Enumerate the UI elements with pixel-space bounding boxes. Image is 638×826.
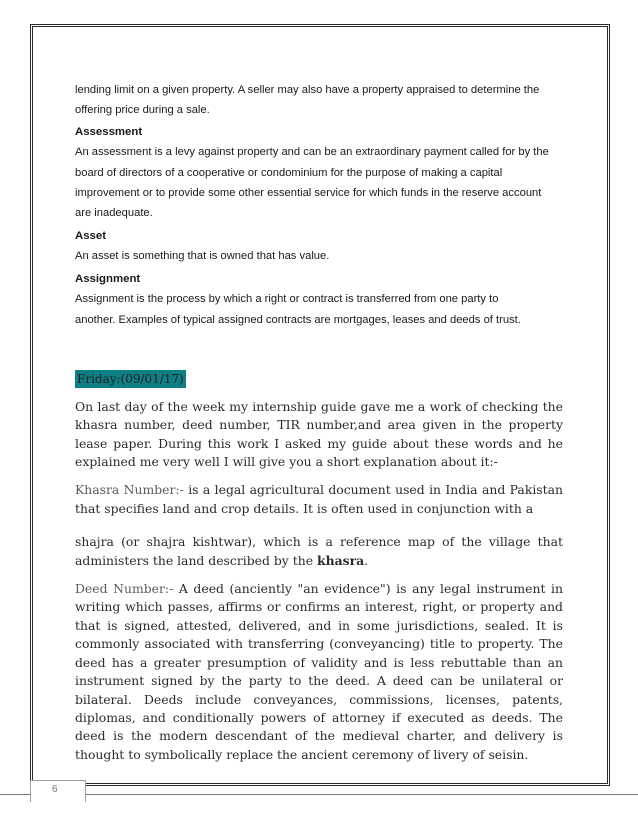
glossary-intro-line: offering price during a sale. bbox=[75, 104, 210, 117]
definition-line: Assignment is the process by which a right or contract is transferred from one party to bbox=[75, 293, 499, 306]
glossary-intro-line: lending limit on a given property. A seller may also have a property appraised to determine the bbox=[75, 84, 540, 96]
definition-line: are inadequate. bbox=[75, 207, 153, 220]
deed-paragraph bbox=[75, 580, 563, 764]
glossary-section bbox=[75, 80, 563, 330]
deed-text: A deed (anciently "an evidence") is any legal instrument in writing which passes, affirms or confirms an interest, right, or property and that is signed, attested, delivered, and in some jurisdictions, sealed. It is commonly associated with transferring (conveyancing) title to property. The deed has a greater presumption of validity and is less rebuttable than an instrument signed by the party to the deed. A deed can be unilateral or bilateral. Deeds include conveyances, commissions, licenses, patents, diplomas, and conditionally powers of attorney if executed as deeds. The deed is the modern descendant of the medieval charter, and delivery is thought to symbolically replace the ancient ceremony of livery of seisin. bbox=[75, 581, 563, 762]
khasra-text: is a legal agricultural document used in India and Pakistan that specifies land and crop details. It is often used in conjunction with a bbox=[75, 482, 563, 516]
page-number-box bbox=[30, 780, 86, 802]
definition-line: An asset is something that is owned that has value. bbox=[75, 250, 330, 263]
shajra-end: . bbox=[364, 552, 369, 568]
page-number: 6 bbox=[52, 784, 58, 795]
definition-line: improvement or to provide some other essential service for which funds in the reserve account bbox=[75, 186, 542, 199]
definition-line: An assessment is a levy against property and can be an extraordinary payment called for by the bbox=[75, 146, 549, 159]
khasra-bold-term: khasra bbox=[316, 552, 365, 568]
term-asset: Asset bbox=[75, 230, 107, 243]
definition-line: another. Examples of typical assigned contracts are mortgages, leases and deeds of trust. bbox=[75, 313, 521, 326]
khasra-lead: Khasra Number:- bbox=[75, 482, 184, 498]
term-assignment: Assignment bbox=[75, 273, 141, 286]
page-content bbox=[75, 80, 563, 764]
shajra-text: shajra (or shajra kishtwar), which is a reference map of the village that administers the land described by the bbox=[75, 534, 563, 568]
shajra-paragraph bbox=[75, 533, 563, 570]
term-assessment: Assessment bbox=[75, 126, 143, 139]
intro-paragraph: On last day of the week my internship guide gave me a work of checking the khasra number, deed number, TIR number,and area given in the property lease paper. During this work I asked my guide about these words and he explained me very well I will give you a short explanation about it:- bbox=[75, 398, 563, 470]
definition-line: board of directors of a cooperative or condominium for the purpose of making a capital bbox=[75, 166, 503, 179]
khasra-paragraph bbox=[75, 481, 563, 518]
footer-rule bbox=[0, 794, 638, 795]
deed-lead: Deed Number:- bbox=[75, 581, 174, 597]
day-heading: Friday:(09/01/17) bbox=[77, 371, 184, 386]
